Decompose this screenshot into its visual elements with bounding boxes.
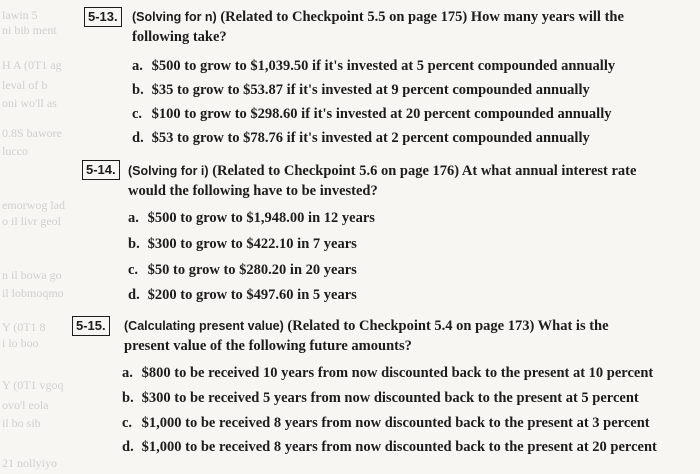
item-text: $500 to grow to $1,948.00 in 12 years bbox=[147, 210, 375, 226]
problem-intro bbox=[124, 317, 609, 335]
problem-number-box: 5-13. bbox=[84, 7, 122, 27]
item-letter: a. bbox=[122, 365, 133, 381]
list-item bbox=[128, 235, 357, 253]
intro-line-1: (Related to Checkpoint 5.5 on page 175) How many years will the bbox=[220, 9, 624, 25]
problem-intro bbox=[128, 162, 636, 180]
problem-intro bbox=[132, 8, 624, 26]
item-letter: a. bbox=[128, 210, 139, 226]
list-item bbox=[132, 81, 590, 99]
problem-tag: (Solving for n) bbox=[132, 10, 217, 24]
item-letter: d. bbox=[132, 130, 144, 146]
problem-number-box: 5-14. bbox=[82, 160, 120, 180]
item-text: $300 to be received 5 years from now discounted back to the present at 5 percent bbox=[141, 390, 639, 406]
intro-line-1: (Related to Checkpoint 5.6 on page 176) At what annual interest rate bbox=[212, 163, 637, 179]
item-text: $35 to grow to $53.87 if it's invested at 9 percent compounded annually bbox=[151, 82, 590, 98]
problem-tag: (Calculating present value) bbox=[124, 319, 284, 333]
list-item bbox=[122, 364, 653, 382]
list-item bbox=[132, 105, 611, 123]
item-letter: d. bbox=[128, 287, 140, 303]
item-letter: c. bbox=[128, 262, 139, 278]
item-text: $1,000 to be received 8 years from now discounted back to the present at 20 percent bbox=[141, 439, 657, 455]
item-text: $50 to grow to $280.20 in 20 years bbox=[147, 262, 357, 278]
problem-tag: (Solving for i) bbox=[128, 164, 209, 178]
item-letter: b. bbox=[122, 390, 134, 406]
intro-line-1: (Related to Checkpoint 5.4 on page 173) What is the bbox=[287, 318, 609, 334]
item-text: $1,000 to be received 8 years from now discounted back to the present at 3 percent bbox=[141, 415, 650, 431]
item-letter: b. bbox=[132, 82, 144, 98]
item-text: $200 to grow to $497.60 in 5 years bbox=[147, 287, 357, 303]
item-text: $300 to grow to $422.10 in 7 years bbox=[147, 236, 357, 252]
list-item bbox=[132, 129, 590, 147]
item-text: $100 to grow to $298.60 if it's invested at 20 percent compounded annually bbox=[151, 106, 612, 122]
item-letter: a. bbox=[132, 58, 143, 74]
list-item bbox=[128, 261, 357, 279]
list-item bbox=[122, 389, 639, 407]
item-text: $800 to be received 10 years from now discounted back to the present at 10 percent bbox=[141, 365, 654, 381]
intro-line-2: present value of the following future amounts? bbox=[124, 338, 412, 354]
item-letter: c. bbox=[122, 415, 133, 431]
item-text: $500 to grow to $1,039.50 if it's invested at 5 percent compounded annually bbox=[151, 58, 616, 74]
intro-line-2: following take? bbox=[132, 29, 227, 45]
list-item bbox=[128, 209, 375, 227]
list-item bbox=[128, 286, 357, 304]
item-letter: b. bbox=[128, 236, 140, 252]
list-item bbox=[122, 438, 657, 456]
item-letter: d. bbox=[122, 439, 134, 455]
bleed-through-text: lawin 5 ni bib ment H A (0T1 ag leval of b oni wo'll as 0.8S bawore lucco emorwog lad o il livr geol n il bowa go il lobmoqmo Y (0T1 8 i lo boo Y (0T1 vgoq ovo'l eola il bo sib 21 nollyiyo bbox=[2, 8, 65, 470]
item-letter: c. bbox=[132, 106, 143, 122]
list-item bbox=[132, 57, 615, 75]
intro-line-2: would the following have to be invested? bbox=[128, 183, 378, 199]
list-item bbox=[122, 414, 650, 432]
problem-number-box: 5-15. bbox=[72, 316, 110, 336]
item-text: $53 to grow to $78.76 if it's invested at 2 percent compounded annually bbox=[151, 130, 590, 146]
